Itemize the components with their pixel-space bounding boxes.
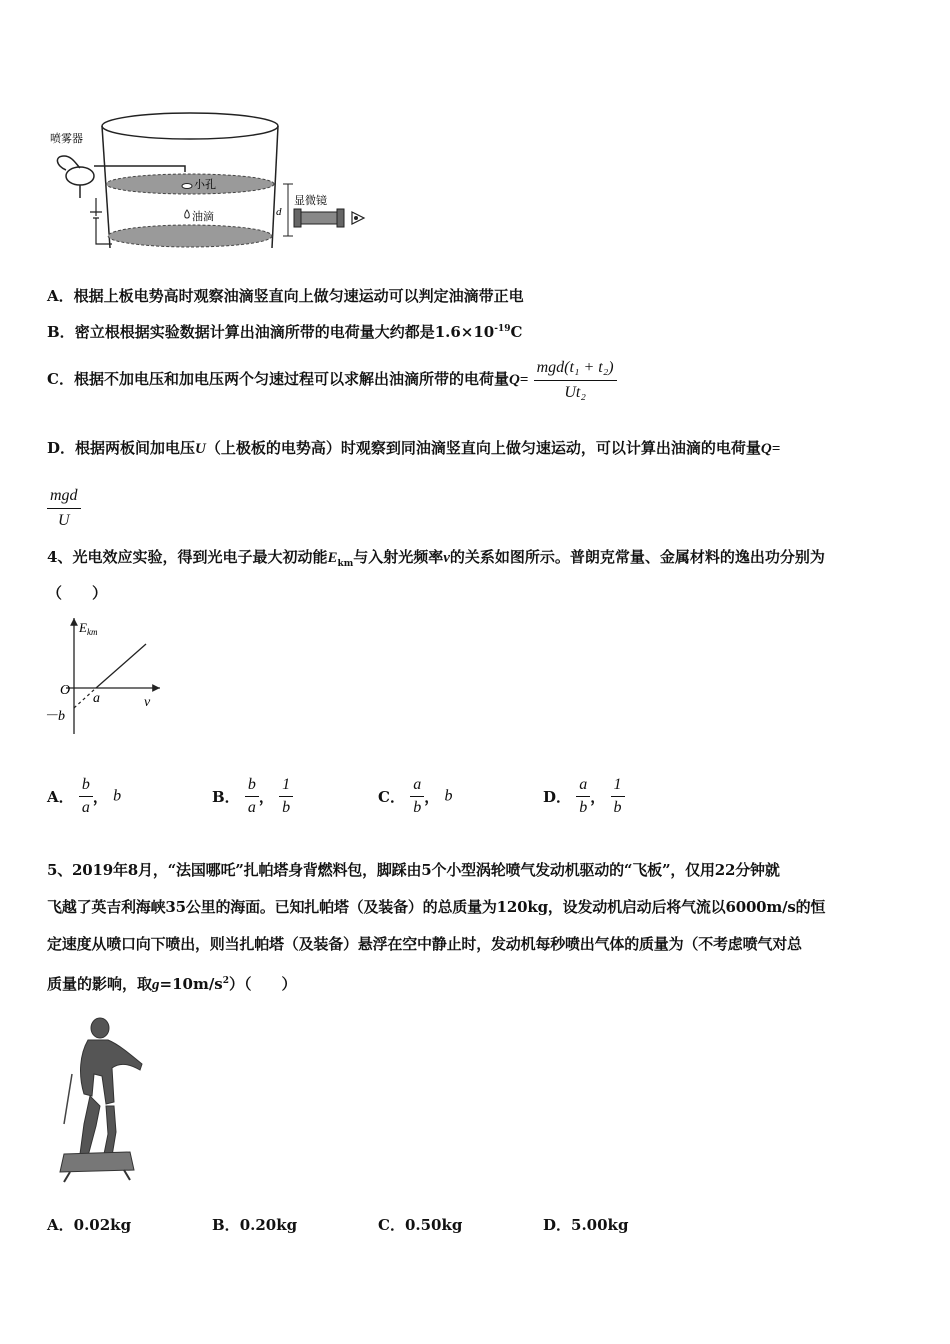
millikan-apparatus-figure <box>50 108 380 258</box>
graph-origin: O <box>60 683 71 698</box>
q5-stem-line-2: 飞越了英吉利海峡35公里的海面。已知扎帕塔（及装备）的总质量为120kg，设发动机启动后将气流以6000m/s的恒 <box>47 898 826 916</box>
q4-option-a[interactable]: A． $\frac{b}{a}$ ， b <box>47 776 122 816</box>
q3-option-c[interactable]: C．根据不加电压和加电压两个匀速过程可以求解出油滴所带的电荷量Q= $\frac{\text{mgd(t₁ + t₂)}}{\text{Ut₂}}$ <box>47 354 617 405</box>
microscope-icon <box>294 209 364 227</box>
graph-intercept-b: －b <box>44 709 65 724</box>
q3-option-b[interactable]: B．密立根根据实验数据计算出油滴所带的电荷量大约都是$1.6\times 10^{-19}C$ <box>47 323 523 341</box>
q5-option-a[interactable]: A．0.02kg <box>47 1216 132 1234</box>
q3-option-a[interactable]: A．根据上板电势高时观察油滴竖直向上做匀速运动可以判定油滴带正电 <box>47 287 524 305</box>
q4-option-b[interactable]: B． $\frac{b}{a}$ ， $\frac{1}{b}$ <box>212 776 293 817</box>
q5-stem-line-1: 5、2019年8月，“法国哪吒”扎帕塔身背燃料包，脚踩由5个小型涡轮喷气发动机驱动的“飞板”，仅用22分钟就 <box>47 861 780 879</box>
label-drop: 油滴 <box>192 211 214 223</box>
label-microscope: 显微镜 <box>294 195 327 207</box>
flyboard-rider-figure <box>50 1014 150 1184</box>
q5-option-d[interactable]: D．5.00kg <box>543 1216 629 1234</box>
q5-stem-line-3: 定速度从喷口向下喷出，则当扎帕塔（及装备）悬浮在空中静止时，发动机每秒喷出气体的质量为（不考虑喷气对总 <box>47 935 802 953</box>
q4-option-c[interactable]: C． $\frac{a}{b}$ ， b <box>378 776 453 816</box>
graph-y-label: $E_{km}$ <box>79 620 98 637</box>
oil-drop-icon <box>185 210 190 218</box>
graph-x-label: ν <box>144 695 151 710</box>
q5-option-c[interactable]: C．0.50kg <box>378 1216 463 1234</box>
ek-line <box>96 644 146 688</box>
q4-option-d[interactable]: D． $\frac{a}{b}$ ， $\frac{1}{b}$ <box>543 776 625 817</box>
label-hole: 小孔 <box>194 179 216 191</box>
label-sprayer: 喷雾器 <box>50 133 83 145</box>
q3-option-d[interactable]: D．根据两板间加电压U（上极板的电势高）时观察到同油滴竖直向上做匀速运动，可以计算出油滴的电荷量Q= <box>47 439 781 457</box>
formula-d-fraction: $\frac{\text{mgd}}{U}$ <box>47 486 81 531</box>
formula-c-fraction: $\frac{\text{mgd(t₁ + t₂)}}{\text{Ut₂}}$ <box>534 358 617 403</box>
q5-option-b[interactable]: B．0.20kg <box>212 1216 298 1234</box>
graph-intercept-a: a <box>93 691 100 706</box>
ek-vs-frequency-graph <box>44 614 174 740</box>
q4-stem: 4、光电效应实验，得到光电子最大初动能$E_{km}$与入射光频率ν的关系如图所示。普朗克常量、金属材料的逸出功分别为 <box>47 548 825 569</box>
label-d: d <box>276 206 282 218</box>
q5-stem-line-4: 质量的影响，取$g=10m/s^2$）（ ） <box>47 975 297 993</box>
q4-answer-paren: （ ） <box>47 584 108 602</box>
